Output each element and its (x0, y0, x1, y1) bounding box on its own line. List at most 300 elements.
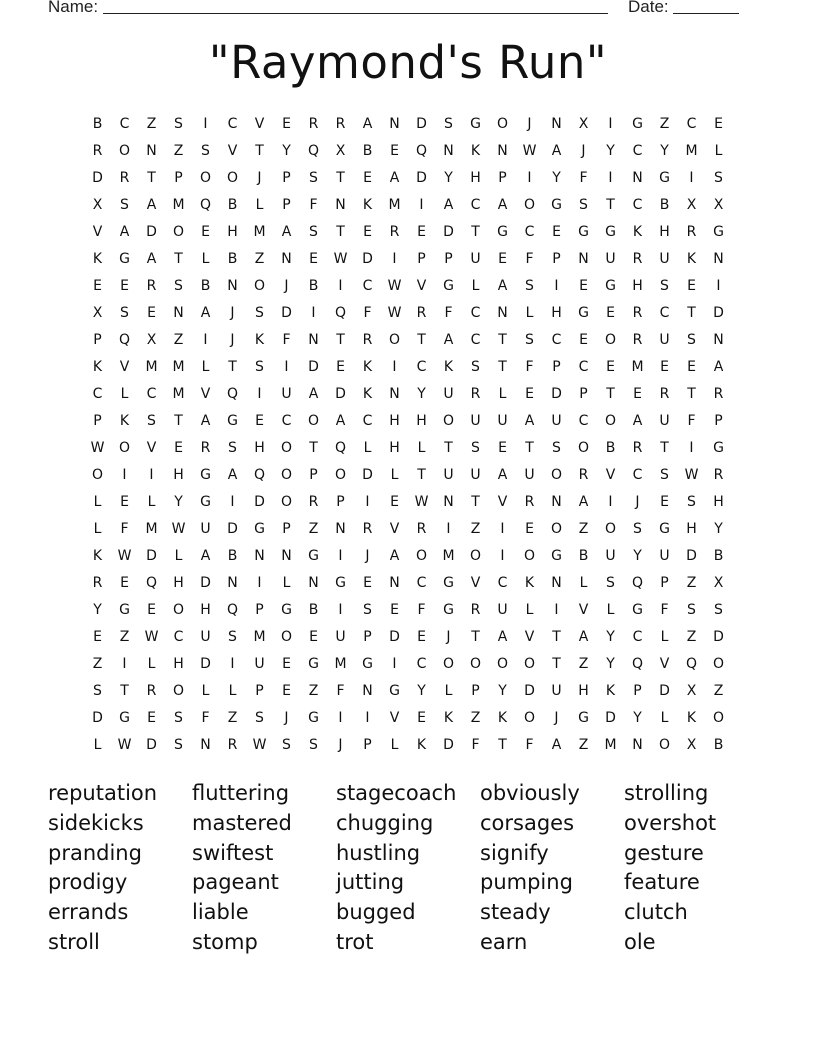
grid-letter: P (471, 683, 480, 699)
grid-letter: R (200, 440, 211, 456)
grid-letter: A (443, 197, 454, 213)
grid-letter: M (631, 359, 644, 375)
grid-letter: E (525, 386, 534, 402)
word-list-item: liable (192, 900, 249, 925)
grid-letter: C (362, 278, 373, 294)
grid-letter: J (365, 548, 370, 564)
grid-letter: G (362, 656, 373, 672)
grid-row (84, 192, 732, 219)
grid-letter: M (253, 629, 266, 645)
word-list-item: overshot (624, 810, 717, 835)
grid-letter: K (605, 683, 616, 699)
grid-letter: H (254, 440, 265, 456)
grid-letter: O (550, 467, 563, 483)
grid-letter: D (713, 629, 724, 645)
grid-letter: R (686, 224, 697, 240)
grid-letter: R (632, 305, 643, 321)
grid-letter: V (146, 440, 157, 456)
grid-letter: M (172, 386, 185, 402)
word-list-item: sidekicks (48, 810, 144, 835)
grid-letter: P (444, 251, 453, 267)
grid-letter: E (390, 143, 399, 159)
grid-letter: P (282, 521, 291, 537)
grid-letter: R (470, 602, 481, 618)
grid-letter: E (417, 629, 426, 645)
grid-letter: T (174, 413, 183, 429)
grid-letter: S (120, 197, 129, 213)
grid-letter: O (199, 170, 212, 186)
grid-letter: S (633, 521, 642, 537)
grid-letter: P (579, 386, 588, 402)
grid-letter: S (309, 170, 318, 186)
grid-letter: U (659, 332, 670, 348)
grid-letter: G (200, 494, 211, 510)
grid-letter: R (578, 467, 589, 483)
grid-letter: P (417, 251, 426, 267)
grid-letter: R (524, 494, 535, 510)
grid-letter: P (282, 197, 291, 213)
grid-letter: S (552, 440, 561, 456)
grid-letter: N (551, 575, 562, 591)
grid-letter: N (308, 575, 319, 591)
grid-letter: L (525, 602, 534, 618)
grid-letter: P (552, 359, 561, 375)
word-list-item: strolling (624, 781, 709, 805)
grid-letter: Z (308, 521, 319, 537)
grid-row (84, 516, 732, 543)
grid-letter: A (146, 197, 157, 213)
grid-letter: I (608, 170, 613, 186)
grid-letter: A (200, 413, 211, 429)
date-blank-line[interactable] (673, 13, 739, 14)
grid-letter: S (255, 305, 264, 321)
grid-letter: G (281, 602, 292, 618)
grid-letter: I (392, 656, 397, 672)
grid-letter: K (524, 575, 535, 591)
grid-letter: U (470, 467, 481, 483)
grid-letter: I (500, 521, 505, 537)
grid-letter: K (632, 224, 643, 240)
grid-letter: U (470, 413, 481, 429)
grid-letter: G (578, 710, 589, 726)
grid-letter: T (471, 629, 480, 645)
grid-letter: E (390, 494, 399, 510)
grid-letter: J (338, 737, 343, 753)
grid-letter: L (120, 386, 129, 402)
grid-letter: I (419, 197, 424, 213)
grid-letter: I (257, 386, 262, 402)
grid-letter: Z (308, 683, 319, 699)
grid-letter: D (389, 629, 400, 645)
grid-letter: T (417, 467, 426, 483)
grid-letter: U (551, 683, 562, 699)
word-list-item: chugging (336, 810, 434, 835)
grid-row (84, 381, 732, 408)
grid-letter: F (120, 521, 129, 537)
grid-letter: H (389, 440, 400, 456)
grid-letter: P (255, 602, 264, 618)
grid-letter: G (389, 683, 400, 699)
grid-letter: I (500, 548, 505, 564)
grid-letter: Q (145, 575, 158, 591)
grid-letter: R (119, 170, 130, 186)
grid-letter: A (389, 170, 400, 186)
grid-letter: I (608, 116, 613, 132)
grid-letter: U (659, 413, 670, 429)
grid-letter: O (712, 710, 725, 726)
grid-letter: N (632, 170, 643, 186)
grid-letter: V (659, 656, 670, 672)
grid-letter: U (497, 413, 508, 429)
grid-letter: O (604, 521, 617, 537)
grid-letter: S (174, 116, 183, 132)
grid-letter: G (443, 575, 454, 591)
grid-letter: C (524, 224, 535, 240)
grid-letter: U (605, 548, 616, 564)
grid-letter: Z (227, 710, 238, 726)
grid-letter: W (387, 278, 402, 294)
grid-row (84, 408, 732, 435)
grid-letter: X (713, 197, 724, 213)
grid-letter: V (524, 629, 535, 645)
grid-letter: I (392, 359, 397, 375)
grid-letter: D (308, 359, 319, 375)
grid-letter: I (365, 710, 370, 726)
grid-letter: G (119, 710, 130, 726)
grid-letter: E (174, 440, 183, 456)
grid-letter: S (174, 737, 183, 753)
grid-letter: Z (470, 710, 481, 726)
grid-letter: V (416, 278, 427, 294)
grid-letter: R (470, 386, 481, 402)
grid-letter: L (147, 656, 156, 672)
grid-letter: L (255, 197, 264, 213)
grid-letter: S (309, 737, 318, 753)
grid-letter: Q (226, 386, 239, 402)
grid-letter: C (686, 116, 697, 132)
grid-letter: G (659, 170, 670, 186)
grid-letter: L (606, 602, 615, 618)
grid-letter: U (200, 521, 211, 537)
grid-letter: G (254, 521, 265, 537)
grid-letter: O (523, 656, 536, 672)
grid-letter: Z (173, 143, 184, 159)
grid-letter: C (659, 305, 670, 321)
grid-letter: J (257, 170, 262, 186)
grid-letter: W (522, 143, 537, 159)
grid-row (84, 354, 732, 381)
grid-row (84, 273, 732, 300)
grid-letter: C (470, 305, 481, 321)
grid-letter: N (578, 251, 589, 267)
grid-letter: V (470, 575, 481, 591)
grid-letter: T (552, 629, 561, 645)
grid-letter: E (606, 305, 615, 321)
grid-letter: L (579, 575, 588, 591)
word-list-item: bugged (336, 900, 416, 925)
grid-letter: D (281, 305, 292, 321)
grid-letter: K (254, 332, 265, 348)
grid-letter: Y (552, 170, 561, 186)
grid-letter: M (145, 521, 158, 537)
grid-letter: O (118, 143, 131, 159)
grid-letter: R (362, 521, 373, 537)
grid-letter: A (497, 467, 508, 483)
grid-letter: D (605, 710, 616, 726)
grid-letter: N (443, 494, 454, 510)
grid-letter: C (416, 656, 427, 672)
grid-letter: N (389, 116, 400, 132)
grid-letter: L (390, 467, 399, 483)
grid-letter: I (446, 521, 451, 537)
word-list-item: errands (48, 900, 129, 925)
grid-letter: E (120, 278, 129, 294)
grid-letter: R (227, 737, 238, 753)
grid-letter: K (362, 197, 373, 213)
grid-letter: U (443, 386, 454, 402)
grid-letter: L (282, 575, 291, 591)
grid-letter: H (227, 224, 238, 240)
header (48, 0, 748, 21)
grid-letter: R (146, 278, 157, 294)
grid-letter: O (253, 278, 266, 294)
grid-letter: A (497, 197, 508, 213)
grid-letter: S (363, 602, 372, 618)
grid-letter: D (146, 224, 157, 240)
grid-letter: B (200, 278, 211, 294)
grid-letter: O (712, 656, 725, 672)
grid-letter: J (446, 629, 451, 645)
name-blank-line[interactable] (103, 13, 608, 14)
grid-letter: W (171, 521, 186, 537)
grid-letter: H (200, 602, 211, 618)
grid-letter: Q (307, 143, 320, 159)
grid-letter: O (658, 737, 671, 753)
grid-letter: I (122, 656, 127, 672)
grid-letter: Y (633, 548, 642, 564)
grid-letter: L (228, 683, 237, 699)
grid-letter: G (659, 521, 670, 537)
grid-letter: M (604, 737, 617, 753)
grid-letter: C (632, 629, 643, 645)
grid-letter: R (308, 116, 319, 132)
grid-letter: E (201, 224, 210, 240)
grid-letter: T (147, 170, 156, 186)
word-list-item: stroll (48, 929, 100, 954)
grid-letter: G (119, 602, 130, 618)
grid-letter: L (93, 521, 102, 537)
grid-row (84, 165, 732, 192)
grid-letter: O (226, 170, 239, 186)
grid-letter: T (336, 170, 345, 186)
grid-letter: N (227, 278, 238, 294)
grid-letter: C (281, 413, 292, 429)
word-list-item: trot (336, 929, 374, 954)
grid-letter: S (174, 710, 183, 726)
grid-letter: E (363, 575, 372, 591)
grid-letter: P (363, 737, 372, 753)
grid-letter: Y (174, 494, 183, 510)
grid-letter: X (335, 143, 346, 159)
grid-letter: C (146, 386, 157, 402)
grid-letter: E (336, 359, 345, 375)
grid-letter: R (659, 386, 670, 402)
grid-letter: R (713, 467, 724, 483)
grid-letter: T (417, 332, 426, 348)
grid-letter: O (523, 197, 536, 213)
grid-letter: F (417, 602, 426, 618)
grid-letter: G (335, 575, 346, 591)
grid-letter: F (444, 305, 453, 321)
grid-letter: T (174, 251, 183, 267)
grid-letter: P (255, 683, 264, 699)
grid-letter: H (470, 170, 481, 186)
grid-letter: O (523, 710, 536, 726)
grid-letter: G (632, 602, 643, 618)
grid-letter: J (554, 710, 559, 726)
grid-letter: A (308, 386, 319, 402)
grid-letter: U (659, 548, 670, 564)
grid-letter: N (254, 548, 265, 564)
grid-letter: Y (93, 602, 102, 618)
grid-letter: G (443, 278, 454, 294)
grid-letter: K (92, 548, 103, 564)
grid-letter: E (417, 224, 426, 240)
grid-letter: K (92, 251, 103, 267)
grid-letter: K (686, 710, 697, 726)
grid-letter: L (201, 683, 210, 699)
grid-letter: F (525, 359, 534, 375)
grid-letter: I (338, 602, 343, 618)
grid-letter: R (308, 494, 319, 510)
grid-letter: G (605, 278, 616, 294)
grid-row (84, 570, 732, 597)
grid-letter: S (471, 440, 480, 456)
grid-letter: I (689, 170, 694, 186)
grid-letter: X (686, 737, 697, 753)
grid-letter: A (578, 629, 589, 645)
grid-row (84, 246, 732, 273)
grid-letter: K (119, 413, 130, 429)
grid-letter: I (257, 575, 262, 591)
grid-letter: S (444, 116, 453, 132)
grid-letter: F (525, 737, 534, 753)
grid-letter: U (335, 629, 346, 645)
grid-letter: S (120, 305, 129, 321)
grid-letter: T (687, 386, 696, 402)
grid-letter: I (338, 278, 343, 294)
grid-letter: F (471, 737, 480, 753)
grid-letter: B (227, 548, 238, 564)
grid-letter: Y (444, 170, 453, 186)
grid-row (84, 597, 732, 624)
grid-letter: C (119, 116, 130, 132)
grid-letter: T (606, 386, 615, 402)
page-title: "Raymond's Run" (208, 36, 608, 89)
grid-letter: G (470, 116, 481, 132)
grid-letter: N (551, 116, 562, 132)
grid-letter: T (498, 737, 507, 753)
grid-letter: M (442, 548, 455, 564)
grid-letter: E (363, 224, 372, 240)
grid-letter: F (201, 710, 210, 726)
grid-letter: L (363, 440, 372, 456)
grid-letter: O (118, 440, 131, 456)
grid-letter: Q (631, 656, 644, 672)
grid-letter: L (417, 440, 426, 456)
grid-letter: V (200, 386, 211, 402)
grid-letter: D (443, 224, 454, 240)
grid-row (84, 624, 732, 651)
grid-letter: Y (633, 710, 642, 726)
word-list-item: pumping (480, 870, 573, 895)
grid-letter: I (365, 494, 370, 510)
grid-letter: E (498, 440, 507, 456)
grid-letter: B (227, 251, 238, 267)
grid-letter: B (92, 116, 103, 132)
grid-letter: E (93, 629, 102, 645)
grid-letter: L (201, 359, 210, 375)
grid-letter: K (497, 710, 508, 726)
grid-row (84, 732, 732, 759)
grid-letter: O (334, 467, 347, 483)
grid-letter: O (388, 332, 401, 348)
grid-letter: S (201, 143, 210, 159)
grid-letter: S (525, 278, 534, 294)
grid-letter: Y (606, 629, 615, 645)
grid-letter: P (660, 575, 669, 591)
grid-letter: N (335, 197, 346, 213)
grid-letter: R (713, 386, 724, 402)
grid-letter: U (254, 656, 265, 672)
grid-letter: E (309, 629, 318, 645)
grid-letter: U (524, 467, 535, 483)
grid-letter: O (604, 332, 617, 348)
grid-letter: D (227, 521, 238, 537)
grid-letter: G (308, 548, 319, 564)
grid-letter: U (659, 251, 670, 267)
grid-letter: G (200, 467, 211, 483)
word-list-item: corsages (480, 810, 575, 835)
grid-letter: A (578, 494, 589, 510)
grid-letter: H (173, 467, 184, 483)
grid-letter: O (442, 413, 455, 429)
grid-letter: U (470, 251, 481, 267)
grid-letter: Z (146, 116, 157, 132)
grid-letter: E (579, 332, 588, 348)
grid-letter: N (551, 494, 562, 510)
grid-letter: C (362, 413, 373, 429)
grid-letter: L (93, 737, 102, 753)
grid-letter: T (471, 224, 480, 240)
grid-letter: L (660, 710, 669, 726)
grid-letter: D (686, 548, 697, 564)
grid-letter: R (632, 440, 643, 456)
grid-letter: A (551, 143, 562, 159)
grid-letter: M (253, 224, 266, 240)
grid-letter: Z (713, 683, 724, 699)
grid-letter: U (443, 467, 454, 483)
grid-letter: I (149, 467, 154, 483)
grid-letter: K (362, 359, 373, 375)
grid-letter: Z (659, 116, 670, 132)
word-list-item: gesture (624, 840, 704, 865)
grid-letter: A (335, 413, 346, 429)
grid-letter: E (714, 116, 723, 132)
grid-letter: Z (578, 521, 589, 537)
grid-letter: G (497, 224, 508, 240)
grid-letter: K (92, 359, 103, 375)
